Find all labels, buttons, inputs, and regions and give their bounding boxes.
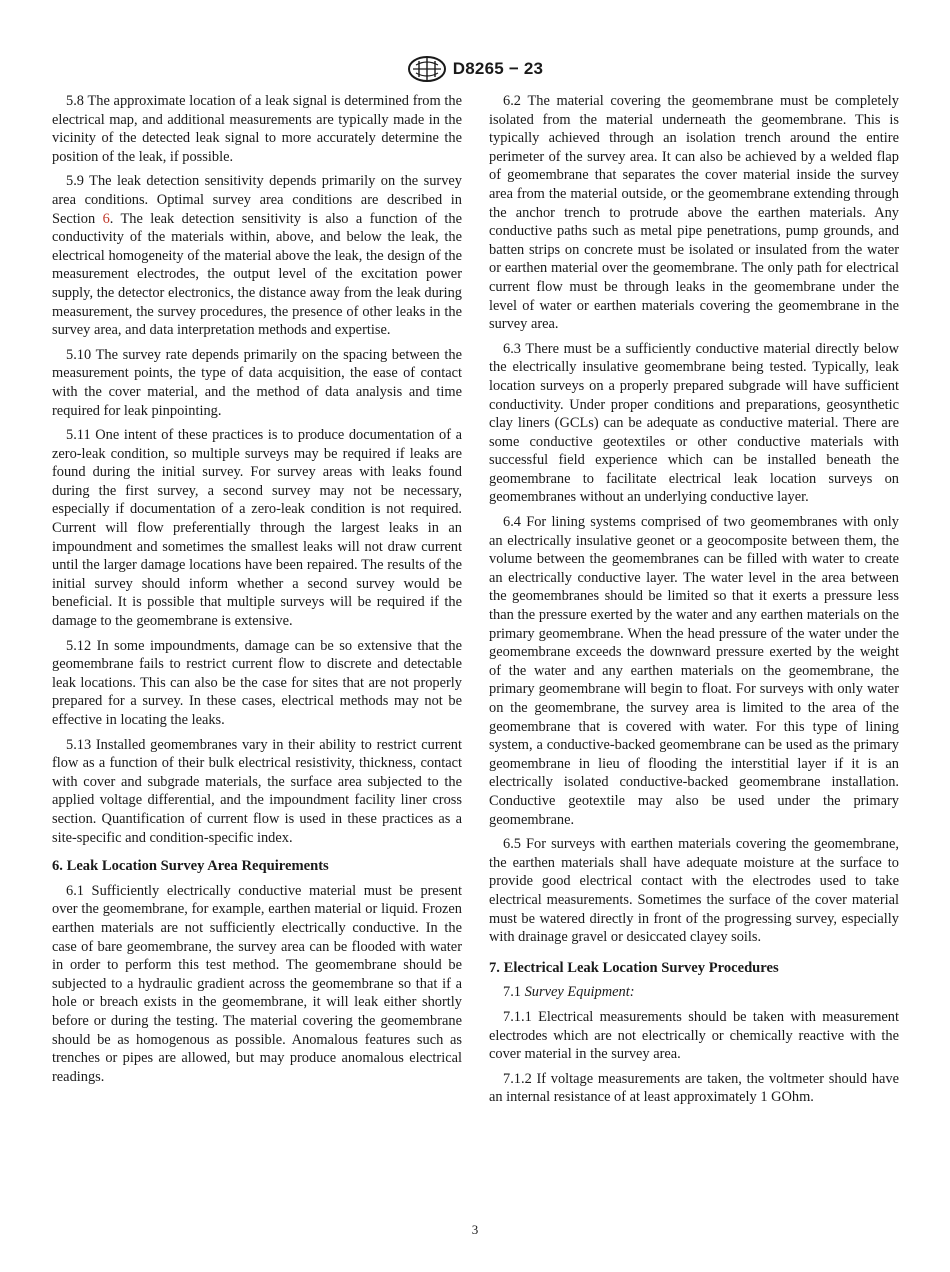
right-column [489, 92, 899, 1113]
paragraph-7-1-number: 7.1 [503, 984, 525, 1001]
section-6-link[interactable]: 6 [102, 210, 110, 227]
paragraph-5-9-text-a: 5.9 The leak detection sensitivity depends primarily on the survey area conditions. Optimal survey area conditions are described in Section [52, 173, 462, 227]
paragraph-6-1: 6.1 Sufficiently electrically conductive material must be present over the geomembrane, for example, earthen material or liquid. Frozen earthen materials are not sufficiently electrically conductive. In the case of bare geomembrane, the survey area can be flooded with water in order to perform this test method. The geomembrane should be subjected to a hydraulic gradient across the geomembrane so that if a hole or breach exists in the geomembrane, it will leak either shortly before or during the testing. The material covering the geomembrane should be as homogenous as possible. Anomalous features such as trenches or pipes are allowed, but may produce anomalous electrical readings. [52, 882, 462, 1085]
left-column [52, 92, 462, 1092]
paragraph-6-3: 6.3 There must be a sufficiently conductive material directly below the electrically insulative geomembrane being tested. Typically, leak location surveys on a properly prepared subgrade will have sufficient conductivity. Under proper conditions and preparations, geosynthetic clay liners (GCLs) can be adequate as conductive material. There are some conductive geotextiles or other conductive materials with successful field experience which can be installed beneath the geomembrane to facilitate electrical leak location surveys on geomembranes without an underlying conductive layer. [489, 340, 899, 506]
page-number: 3 [471, 1222, 479, 1237]
paragraph-7-1-title: Survey Equipment: [524, 984, 635, 1001]
paragraph-7-1 [489, 983, 899, 1002]
astm-logo-icon [407, 55, 447, 83]
paragraph-5-9-text-b: . The leak detection sensitivity is also a function of the conductivity of the materials within, above, and below the leak, the electrical homogeneity of the material above the leak, the design of the measurement electrodes, the output level of the excitation power supply, the detector electronics, the distance away from the leak during measurement, the survey procedures, the presence of other leaks in the survey area, and data interpretation methods and expertise. [52, 210, 462, 339]
paragraph-5-8: 5.8 The approximate location of a leak signal is determined from the electrical map, and additional measurements are typically made in the vicinity of the detected leak signal to more accurately determine the position of the leak, if possible. [52, 93, 462, 165]
page-header [0, 55, 950, 83]
paragraph-6-5: 6.5 For surveys with earthen materials covering the geomembrane, the earthen materials shall have adequate moisture at the surface to provide good electrical contact with the electrodes used to take electrical measurements. Sometimes the surface of the cover material must be watered directly in front of the progressing survey, especially with drainage gravel or desiccated clayey soils. [489, 836, 899, 946]
paragraph-5-9 [52, 172, 462, 339]
section-6-heading: 6. Leak Location Survey Area Requirements [52, 858, 329, 875]
paragraph-7-1-2: 7.1.2 If voltage measurements are taken, the voltmeter should have an internal resistance of at least approximately 1 GOhm. [489, 1070, 899, 1106]
paragraph-5-13: 5.13 Installed geomembranes vary in their ability to restrict current flow as a function of their bulk electrical resistivity, thickness, contact with cover and subgrade materials, the surface area subjected to the applied voltage differential, and the impoundment facility liner cross section. Quantification of current flow is used in these practices as a site-specific and condition-specific index. [52, 736, 462, 846]
paragraph-6-4: 6.4 For lining systems comprised of two geomembranes with only an electrically insulative geonet or a geocomposite between them, the volume between the geomembranes can be filled with water to create an electrically conductive layer. The water level in the area between the geomembranes should be limited so that it exerts a pressure less than the pressure exerted by the water and any earthen materials on the primary geomembrane. When the head pressure of the water under the geomembrane exceeds the downward pressure exerted by the weight of the water and any earthen materials on the geomembrane, the primary geomembrane will begin to float. For surveys with only water on the geomembrane, the survey area is limited to the area of the geomembrane that is covered with water. For this type of lining system, a conductive-backed geomembrane can be used as the primary geomembrane in lieu of flooding the interstitial layer if it is an electrically isolated conductive-backed geomembrane installation. Conductive geotextile may also be used under the primary geomembrane. [489, 514, 899, 828]
paragraph-5-11: 5.11 One intent of these practices is to produce documentation of a zero-leak condition, so multiple surveys may be required if leaks are found during the initial survey. For survey areas with leaks found during the first survey, a second survey may not be necessary, especially if documentation of a zero-leak condition is not required. Current will flow preferentially through the largest leaks in an impoundment and sometimes the smallest leaks will not draw current until the larger damage locations have been repaired. The results of the initial survey should inform whether a second survey would be beneficial. It is possible that multiple surveys will be required if the damage to the geomembrane is extensive. [52, 427, 462, 630]
paragraph-5-10: 5.10 The survey rate depends primarily on the spacing between the measurement points, the type of data acquisition, the ease of contact with the cover material, and the method of data analysis and time required for leak pinpointing. [52, 346, 462, 419]
paragraph-6-2: 6.2 The material covering the geomembrane must be completely isolated from the material underneath the geomembrane. This is typically achieved through an isolation trench around the entire perimeter of the survey area. It can also be achieved by a welded flap of geomembrane that separates the cover material inside the survey area from the material outside, or the geomembrane extending through the anchor trench to protrude above the earthen materials. Any conductive paths such as metal pipe penetrations, pump grounds, and batten strips on concrete must be isolated or insulated from the water or earthen material over the geomembrane. The only path for electrical current flow must be through leaks in the geomembrane under the level of water or earthen materials covering the geomembrane in the survey area. [489, 93, 899, 333]
paragraph-7-1-1: 7.1.1 Electrical measurements should be taken with measurement electrodes which are not electrically or chemically reactive with the cover material in the survey area. [489, 1008, 899, 1063]
standard-designation: D8265 − 23 [452, 59, 544, 78]
paragraph-5-12: 5.12 In some impoundments, damage can be so extensive that the geomembrane fails to restrict current flow to discrete and detectable leak locations. This can also be the case for sites that are not properly prepared for a survey. In these cases, electrical methods may not be effective in locating the leaks. [52, 637, 462, 728]
section-7-heading: 7. Electrical Leak Location Survey Procedures [489, 959, 779, 976]
